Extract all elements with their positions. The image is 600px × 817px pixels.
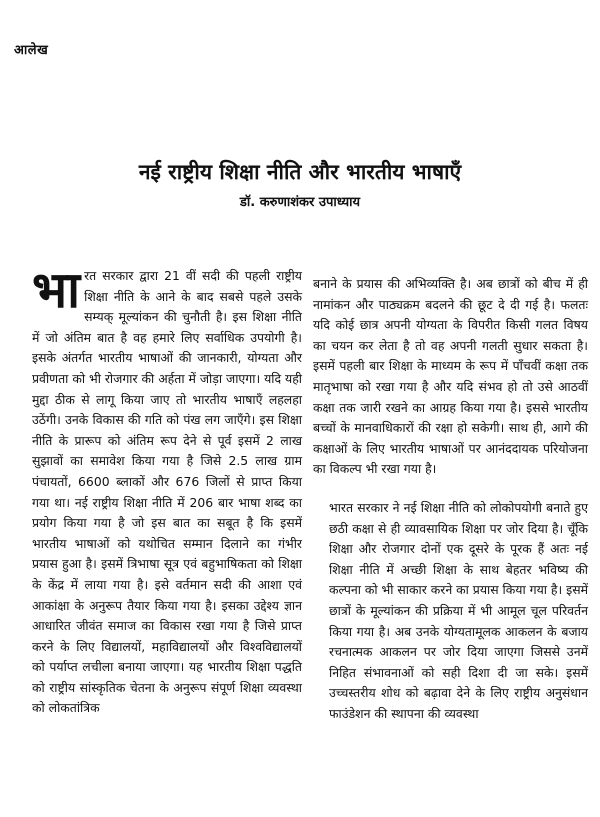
right-paragraph-1: बनाने के प्रयास की अभिव्यक्ति है। अब छात्रों को बीच में ही नामांकन और पाठ्यक्रम बदलने की छूट दे दी गई है। फलतः यदि कोई छात्र अपनी योग्यता के विपरीत किसी गलत विषय का चयन कर लेता है तो वह अपनी गलती सुधार सकता है। इसमें पहली बार शिक्षा के माध्यम के रूप में पाँचवीं कक्षा तक मातृभाषा को रखा गया है और यदि संभव हो तो उसे आठवीं कक्षा तक जारी रखने का आग्रह किया गया है। इससे भारतीय बच्चों के मानवाधिकारों की रक्षा हो सकेगी। साथ ही, आगे की कक्षाओं के लिए भारतीय भाषाओं पर आनंददायक परियोजना का विकल्प भी रखा गया है।	[313, 276, 588, 477]
right-column	[313, 274, 588, 724]
article-author: डॉ. करुणाशंकर उपाध्याय	[239, 195, 361, 210]
drop-cap: भा	[32, 261, 81, 319]
section-label: आलेख	[14, 43, 49, 58]
left-column	[32, 261, 302, 719]
left-paragraph-text: रत सरकार द्वारा 21 वीं सदी की पहली राष्ट्रीय शिक्षा नीति के आने के बाद सबसे पहले उसके सम्यक् मूल्यांकन की चुनौती है। इस शिक्षा नीति में जो अंतिम बात है वह हमारे लिए सर्वाधिक उपयोगी है। इसके अंतर्गत भारतीय भाषाओं की जानकारी, योग्यता और प्रवीणता को भी रोजगार की अर्हता में जोड़ा जाएगा। यदि यही मुद्दा ठीक से लागू किया जाए तो भारतीय भाषाएँ लहलहा उठेंगी। उनके विकास की गति को पंख लग जाएँगे। इस शिक्षा नीति के प्रारूप को अंतिम रूप देने से पूर्व इसमें 2 लाख सुझावों का समावेश किया गया है जिसे 2.5 लाख ग्राम पंचायतों, 6600 ब्लाकों और 676 जिलों से प्राप्त किया गया था। नई राष्ट्रीय शिक्षा नीति में 206 बार भाषा शब्द का प्रयोग किया गया है जो इस बात का सबूत है कि इसमें भारतीय भाषाओं को यथोचित सम्मान दिलाने का गंभीर प्रयास हुआ है। इसमें त्रिभाषा सूत्र एवं बहुभाषिकता को शिक्षा के केंद्र में लाया गया है। इसे वर्तमान सदी की आशा एवं आकांक्षा के अनुरूप तैयार किया गया है। इसका उद्देश्य ज्ञान आधारित जीवंत समाज का विकास रखा गया है जिसे प्राप्त करने के लिए विद्यालयों, महाविद्यालयों और विश्वविद्यालयों को पर्याप्त लचीला बनाया जाएगा। यह भारतीय शिक्षा पद्धति को राष्ट्रीय सांस्कृतिक चेतना के अनुरूप संपूर्ण शिक्षा व्यवस्था को लोकतांत्रिक	[32, 268, 302, 716]
article-title: नई राष्ट्रीय शिक्षा नीति और भारतीय भाषाएँ	[138, 160, 462, 184]
right-paragraph-2: भारत सरकार ने नई शिक्षा नीति को लोकोपयोगी बनाते हुए छठी कक्षा से ही व्यावसायिक शिक्षा पर जोर दिया है। चूँकि शिक्षा और रोजगार दोनों एक दूसरे के पूरक हैं अतः नई शिक्षा नीति में अच्छी शिक्षा के साथ बेहतर भविष्य की कल्पना को भी साकार करने का प्रयास किया गया है। इसमें छात्रों के मूल्यांकन की प्रक्रिया में भी आमूल चूल परिवर्तन किया गया है। अब उनके योग्यतामूलक आकलन के बजाय रचनात्मक आकलन पर जोर दिया जाएगा जिससे उनमें निहित संभावनाओं को सही दिशा दी जा सके। इसमें उच्चस्तरीय शोध को बढ़ावा देने के लिए राष्ट्रीय अनुसंधान फाउंडेशन की स्थापना की व्यवस्था	[329, 499, 589, 721]
left-paragraph	[32, 261, 302, 719]
